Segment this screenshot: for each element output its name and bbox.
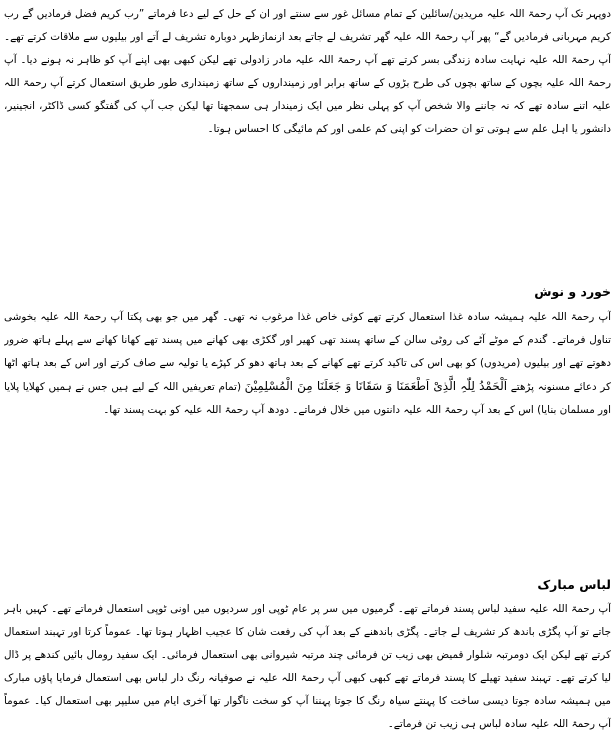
dress-paragraph: آپ رحمۃ اللہ علیہ سفید لباس پسند فرماتے تھے۔ گرمیوں میں سر پر عام ٹوپی اور سردیوں میں اونی ٹوپی استعمال فرماتے تھے۔ کہیں باہر جاتے تو آپ پگڑی باندھ کر تشریف لے جاتے۔ پگڑی باندھنے کے بعد آپ کی رفعت شان کا عجیب اظہار ہوتا تھا۔ عموماً کرتا اور تہبند استعمال کرتے تھے لیکن ایک دومرتبہ شلوار قمیض بھی زیب تن فرمائی چند مرتبہ شیروانی بھی استعمال فرمائی۔ ایک سفید رومال بائیں کندھے پر ڈال لیا کرتے تھے۔ تہبند سفید تھیلے کا پسند فرماتے تھے کبھی کبھی آپ رحمۃ اللہ علیہ نے صوفیانہ رنگ دار لباس بھی استعمال فرمایا پاؤں مبارک میں ہمیشہ سادہ جوتا دیسی ساخت کا پہنتے سیاہ رنگ کا جوتا پہننا آپ کو سخت ناگوار تھا آخری ایام میں سلیپر بھی استعمال کیا۔ عموماً آپ رحمۃ اللہ علیہ سادہ لباس ہی زیب تن فرماتے۔ [4,603,611,730]
food-text-after-dua: (تمام تعریفیں اللہ کے لیے ہیں جس نے ہمیں کھلایا پلایا اور مسلمان بنایا) اس کے بعد آپ رحمۃ اللہ علیہ دانتوں میں خلال فرماتے۔ دودھ آپ رحمۃ اللہ علیہ کو بہت پسند تھا۔ [4,381,611,416]
food-text-before-dua: آپ رحمۃ اللہ علیہ ہمیشہ سادہ غذا استعمال کرتے تھے کوئی خاص غذا مرغوب نہ تھی۔ گھر میں جو بھی پکتا آپ رحمۃ اللہ علیہ بخوشی تناول فرماتے۔ گندم کے موٹے آٹے کی روٹی سالن کے ساتھ پسند تھی کھیر اور گکڑی بھی کھانے میں پسند تھے کھانا کھانے سے پہلے ہاتھ ضرور دھوتے تھے اور بیلیوں (مریدوں) کو بھی اس کی تاکید کرتے تھے کھانے کے بعد ہاتھ دھو کر کپڑے یا تولیہ سے صاف کرتے اور اس کے بعد ہاتھ اٹھا کر دعائے مسنونہ پڑھتے [4,311,611,393]
heading-dress: لباس مبارک [537,577,611,592]
food-paragraph [4,306,611,518]
intro-paragraph: دوپہر تک آپ رحمۃ اللہ علیہ مریدین/سائلین کے تمام مسائل غور سے سنتے اور ان کے حل کے لیے دعا فرماتے ”رب کریم فضل فرمادیں گے رب کریم مہربانی فرمادیں گے“ پھر آپ رحمۃ اللہ علیہ گھر تشریف لے جاتے بعد ازنمازظہر دوبارہ تشریف لے آتے اور بیلیوں سے ملاقات کرتے تھے۔ آپ رحمۃ اللہ علیہ نہایت سادہ زندگی بسر کرتے تھے آپ رحمۃ اللہ علیہ مادر زادولی تھے لیکن کبھی بھی اپنے آپ کو ظاہر نہ ہونے دیا۔ آپ رحمۃ اللہ علیہ بچوں کے ساتھ بچوں کی طرح بڑوں کے ساتھ برابر اور زمینداروں کے ساتھ زمینداری طور طریق استعمال کرتے آپ رحمۃ اللہ علیہ اتنے سادہ تھے کہ نہ جاننے والا شخص آپ کو پہلی نظر میں ایک زمیندار ہی سمجھتا تھا لیکن جب آپ کی گفتگو کسی ڈاکٹر، انجینیر، دانشور یا اہل علم سے ہوتی تو ان حضرات کو اپنی کم علمی اور کم مائیگی کا احساس ہوتا۔ [4,8,611,135]
heading-food: خورد و نوش [534,284,611,299]
arabic-dua: اَلْحَمْدُ لِلّٰہِ الَّذِیْ اَطْعَمَنَا وَ سَقَانَا وَ جَعَلَنَا مِنَ الْمُسْلِمِیْنَ [244,379,508,393]
